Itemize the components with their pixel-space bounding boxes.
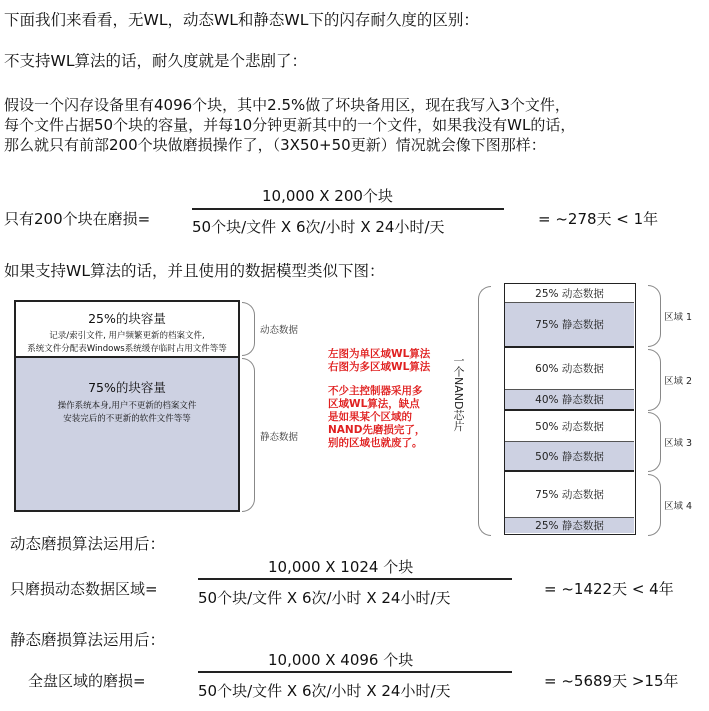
note-line-3: 不少主控制器采用多 [328, 385, 423, 397]
single-top-desc-2: 系统文件分配表Windows系统缓存临时占用文件等等 [27, 344, 227, 354]
static-label: 全盘区域的磨损= [28, 672, 146, 690]
region4-dynamic: 75% 动态数据 [505, 472, 634, 517]
single-static-label: 静态数据 [260, 432, 299, 443]
formula1-numerator: 10,000 X 200个块 [262, 187, 393, 205]
single-bottom-desc-1: 操作系统本身,用户不更新的档案文件 [57, 401, 197, 411]
region4-label: 区域 4 [664, 501, 693, 512]
intro-line-2: 不支持WL算法的话，耐久度就是个悲剧了： [4, 52, 307, 70]
multi-region-diagram [504, 283, 636, 535]
dynamic-label: 只磨损动态数据区域= [10, 580, 158, 598]
single-top-title: 25%的块容量 [88, 311, 166, 326]
single-region-diagram [14, 300, 240, 512]
region1-dynamic: 25% 动态数据 [505, 284, 634, 302]
formula1-result: = ~278天 < 1年 [538, 210, 659, 228]
single-bottom-title: 75%的块容量 [88, 380, 166, 395]
single-dynamic-label: 动态数据 [260, 325, 299, 336]
dynamic-result: = ~1422天 < 4年 [544, 580, 674, 598]
wl-intro: 如果支持WL算法的话，并且使用的数据模型类似下图： [4, 262, 385, 280]
nand-chip-label: 一个NAND芯片 [452, 355, 465, 432]
single-static-bracket [242, 358, 255, 512]
region3-label: 区域 3 [664, 438, 693, 449]
region2-dynamic: 60% 动态数据 [505, 348, 634, 389]
region2-bracket [648, 349, 661, 411]
static-heading: 静态磨损算法运用后： [10, 631, 166, 649]
single-bottom-desc-2: 安装完后的不更新的软件文件等等 [63, 414, 191, 424]
region3-static: 50% 静态数据 [505, 441, 634, 470]
single-static-area [16, 358, 238, 510]
intro-line-1: 下面我们来看看，无WL，动态WL和静态WL下的闪存耐久度的区别： [4, 11, 479, 29]
formula1-fraction-line [192, 208, 504, 210]
region1-bracket [648, 285, 661, 347]
single-top-desc-1: 记录/索引文件, 用户频繁更新的档案文件, [49, 331, 205, 341]
static-result: = ~5689天 >15年 [544, 672, 679, 690]
formula1-denominator: 50个块/文件 X 6次/小时 X 24小时/天 [192, 218, 445, 236]
dynamic-heading: 动态磨损算法运用后： [10, 535, 166, 553]
note-line-6: NAND先磨损完了， [328, 424, 426, 436]
dynamic-numerator: 10,000 X 1024 个块 [268, 558, 414, 576]
region3-bracket [648, 412, 661, 472]
region4-bracket [648, 474, 661, 536]
region2-label: 区域 2 [664, 376, 693, 387]
static-numerator: 10,000 X 4096 个块 [268, 651, 414, 669]
nand-chip-bracket [478, 286, 491, 536]
note-line-2: 右图为多区域WL算法 [328, 361, 431, 373]
region2-static: 40% 静态数据 [505, 389, 634, 409]
note-line-5: 是如果某个区域的 [328, 411, 412, 423]
note-line-7: 别的区域也就废了。 [328, 437, 423, 449]
intro-para-3: 那么就只有前部200个块做磨损操作了，（3X50+50更新）情况就会像下图那样： [4, 136, 546, 154]
single-dynamic-area [16, 302, 238, 358]
static-fraction-line [198, 671, 512, 673]
region3-dynamic: 50% 动态数据 [505, 411, 634, 441]
region4-static: 25% 静态数据 [505, 517, 634, 533]
intro-para-2: 每个文件占据50个块的容量，并每10分钟更新其中的一个文件，如果我没有WL的话， [4, 116, 576, 134]
region1-static: 75% 静态数据 [505, 302, 634, 346]
single-dynamic-bracket [242, 302, 255, 356]
dynamic-denominator: 50个块/文件 X 6次/小时 X 24小时/天 [198, 589, 451, 607]
formula1-label: 只有200个块在磨损= [4, 210, 151, 228]
static-denominator: 50个块/文件 X 6次/小时 X 24小时/天 [198, 682, 451, 700]
note-line-1: 左图为单区域WL算法 [328, 348, 431, 360]
intro-para-1: 假设一个闪存设备里有4096个块，其中2.5%做了坏块备用区，现在我写入3个文件， [4, 96, 570, 114]
note-line-4: 区域WL算法，缺点 [328, 398, 420, 410]
region1-label: 区域 1 [664, 312, 693, 323]
dynamic-fraction-line [198, 578, 512, 580]
